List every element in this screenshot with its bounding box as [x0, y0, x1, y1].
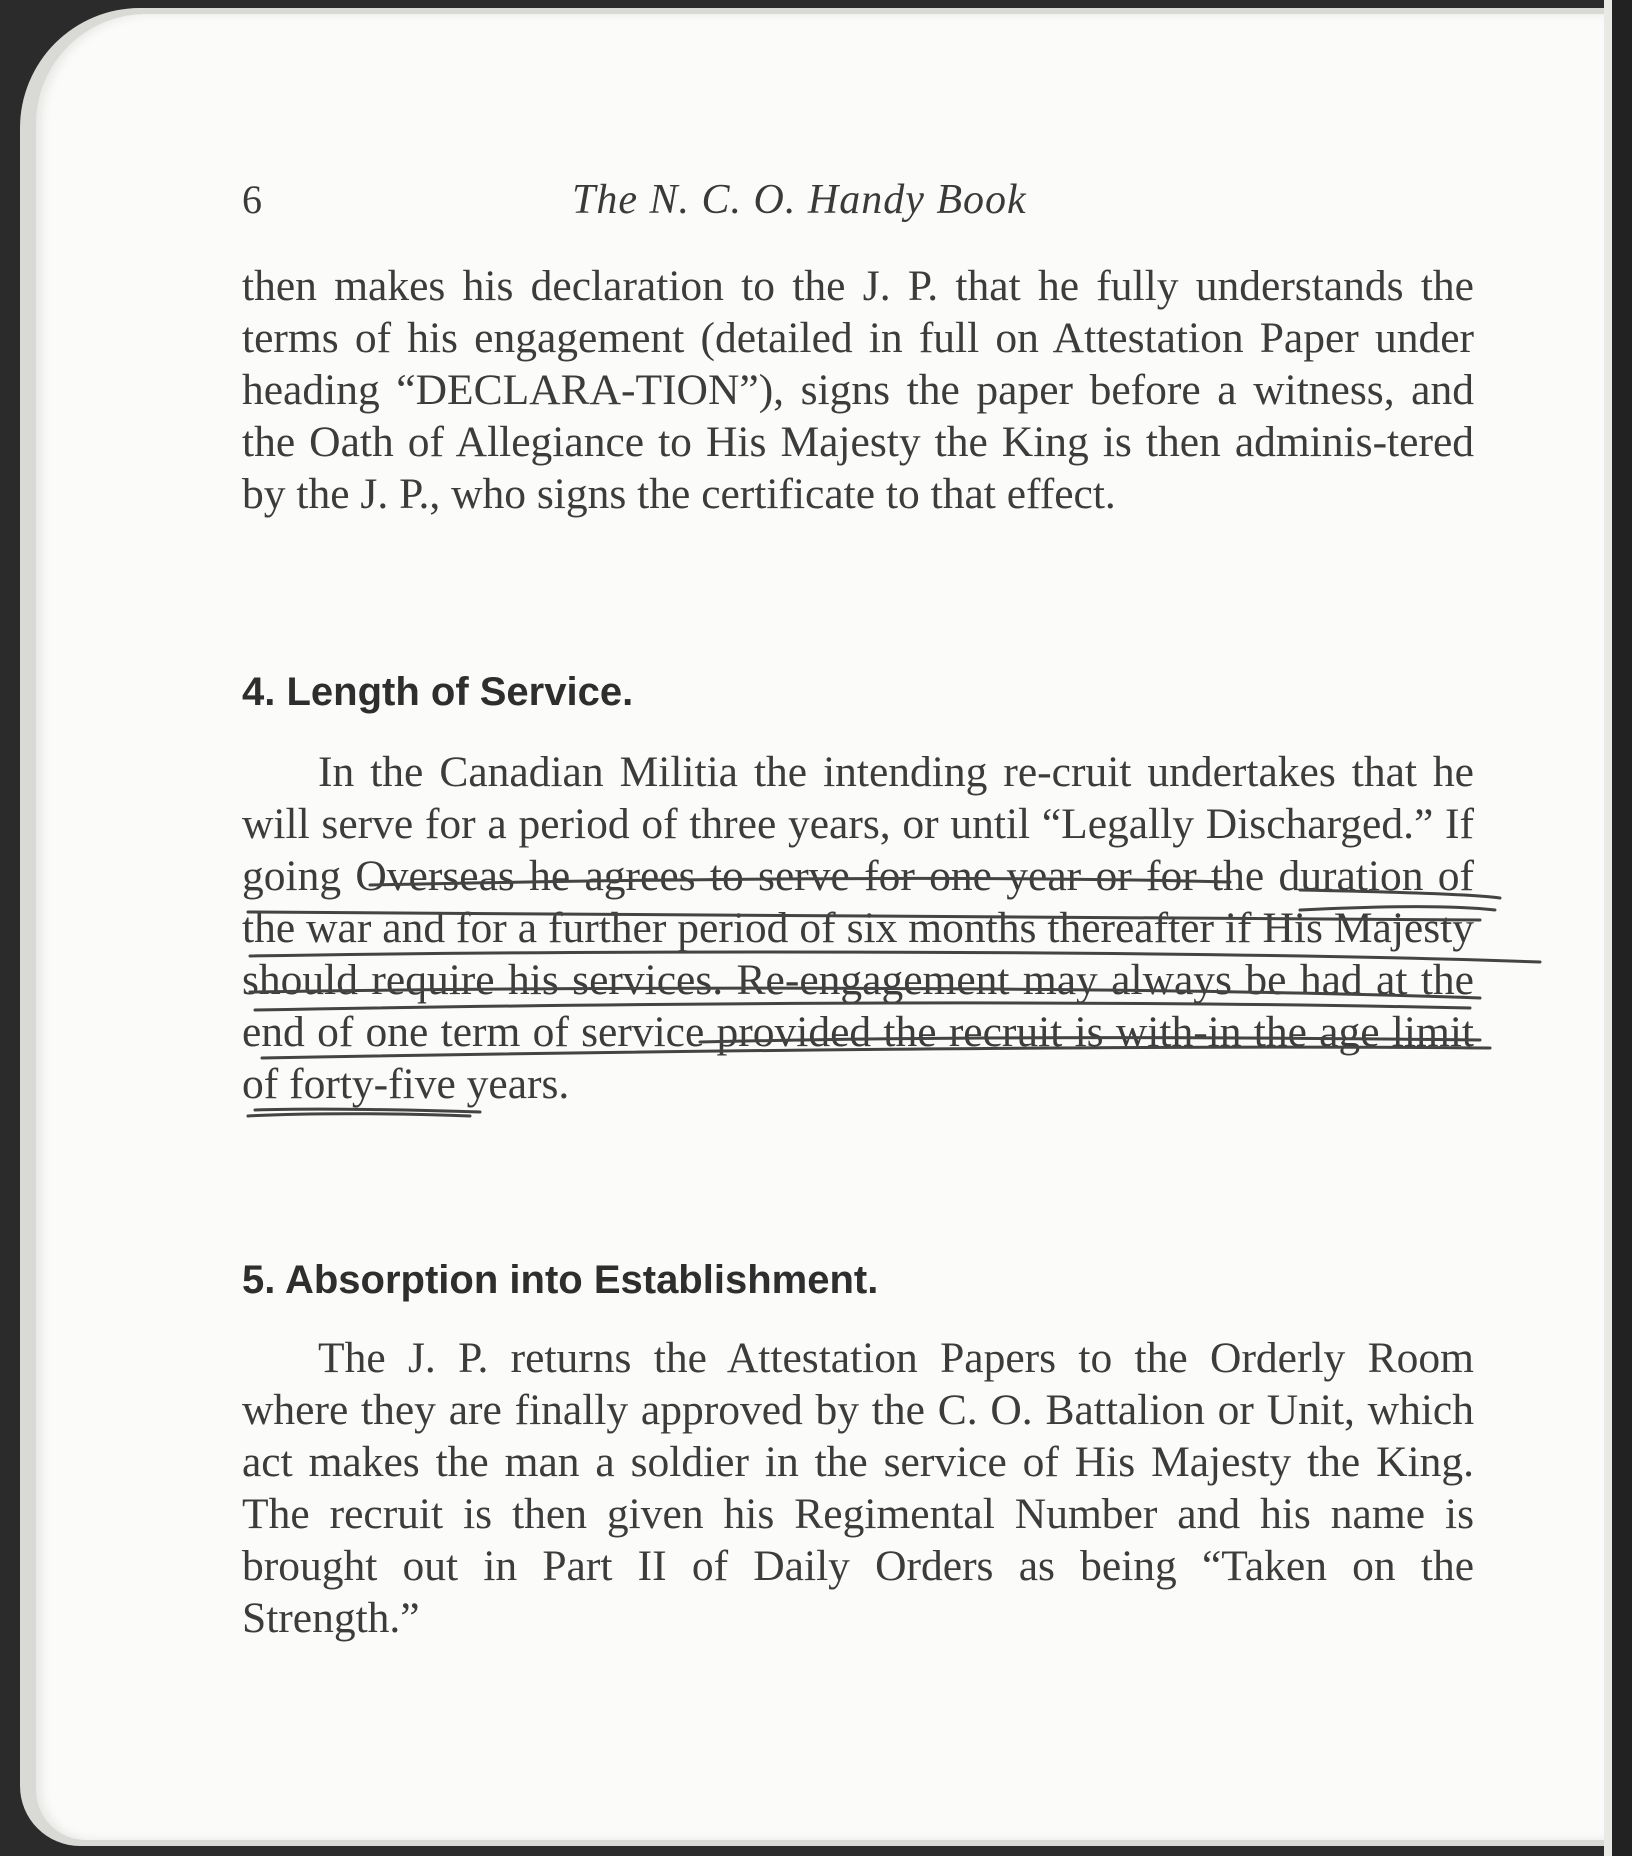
section-5-paragraph: The J. P. returns the Attestation Papers to the Orderly Room where they are finally approved by the C. O. Battalion or Unit, which act makes the man a soldier in the service of His Majesty the King. The recruit is then given his Regimental Number and his name is brought out in Part II of Daily Orders as being “Taken on the Strength.”	[242, 1334, 1474, 1642]
scan-border	[1604, 0, 1632, 1856]
running-title: The N. C. O. Handy Book	[572, 177, 1027, 223]
page-header	[242, 176, 1472, 236]
page-number: 6	[242, 177, 262, 222]
intro-paragraph: then makes his declaration to the J. P. that he fully understands the terms of his engagement (detailed in full on Attestation Paper under heading “DECLARA-TION”), signs the paper before a witness, and the Oath of Allegiance to His Majesty the King is then adminis-tered by the J. P., who signs the certificate to that effect.	[242, 262, 1474, 518]
section-5-heading: 5. Absorption into Establishment.	[242, 1258, 879, 1302]
section-4-paragraph: In the Canadian Militia the intending re-cruit undertakes that he will serve for a period of three years, or until “Legally Discharged.” If going Overseas he agrees to serve for one year or for the duration of the war and for a further period of six months thereafter if His Majesty should require his services. Re-engagement may always be had at the end of one term of service provided the recruit is with-in the age limit of forty-five years.	[242, 748, 1474, 1108]
section-4-heading: 4. Length of Service.	[242, 670, 634, 714]
